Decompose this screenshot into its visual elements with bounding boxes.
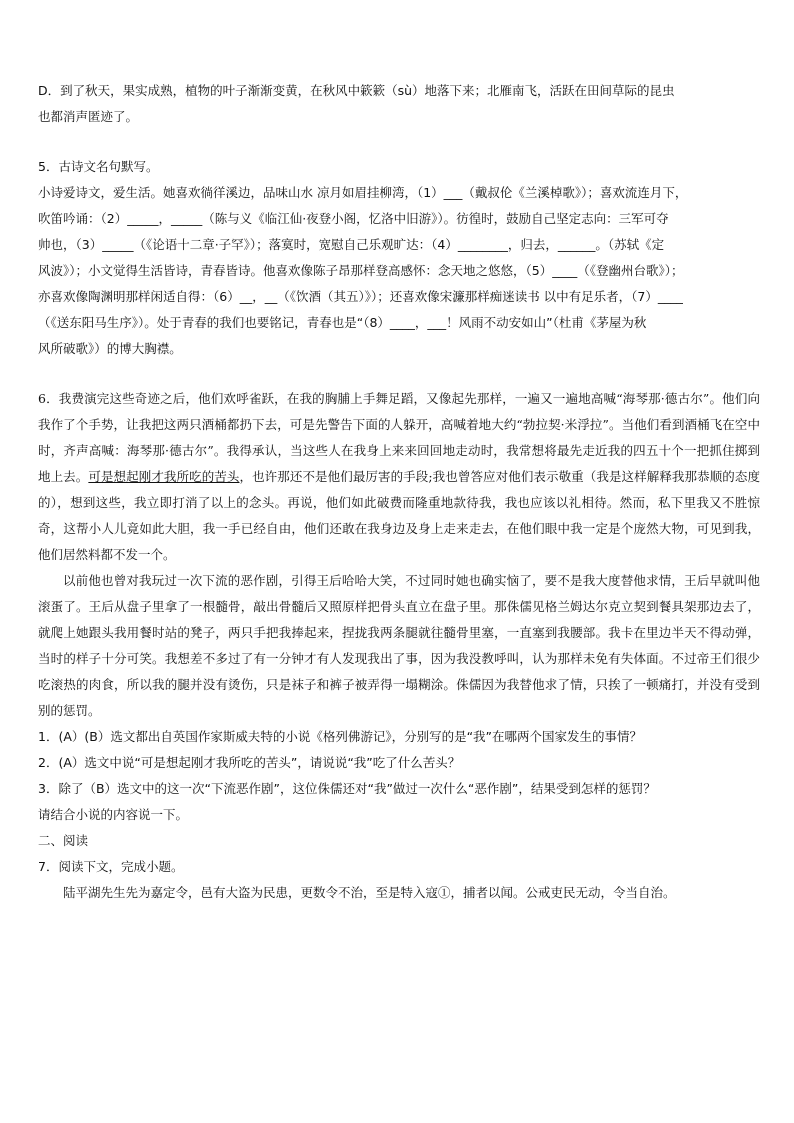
q6-passage-b: 以前他也曾对我玩过一次下流的恶作剧，引得王后哈哈大笑，不过同时她也确实恼了，要不是我大度替他求情，王后早就叫他滚蛋了。王后从盘子里拿了一根髓骨，敲出骨髓后又照原样把骨头直立在盘子里。那侏儒见格兰姆达尔克立契到餐具架那边去了，就爬上她跟头我用餐时站的凳子，两只手把我捧起来，捏拢我两条腿就往髓骨里塞，一直塞到我腰部。我卡在里边半天不得动弹，当时的样子十分可笑。我想差不多过了有一分钟才有人发现我出了事，因为我没教呼叫，认为那样未免有失体面。不过帝王们很少吃滚热的肉食，所以我的腿并没有烫伤，只是袜子和裤子被弄得一塌糊涂。侏儒因为我替他求了情，只挨了一顿痛打，并没有受到别的惩罚。 xyxy=(38,573,760,718)
q5-line: 风所破歌》）的博大胸襟。 xyxy=(38,341,182,356)
q6-underlined-phrase: 可是想起刚才我所吃的苦头 xyxy=(88,469,240,484)
document-page xyxy=(38,78,760,906)
q5-line: 吹笛吟诵：（2）_____，_____（陈与义《临江仙·夜登小阁，忆洛中旧游》）。彷徨时，鼓励自己坚定志向：三军可夺 xyxy=(38,211,669,226)
q6-subquestion-3-cont: 请结合小说的内容说一下。 xyxy=(38,807,189,822)
q6-subquestion-2: 2．(A）选文中说“可是想起刚才我所吃的苦头”，请说说“我”吃了什么苦头？ xyxy=(38,755,461,770)
q5-line: 帅也，（3）_____（《论语十二章·子罕》）；落寞时，宽慰自己乐观旷达：（4）________，归去，______。（苏轼《定 xyxy=(38,237,665,252)
q5-line: 亦喜欢像陶渊明那样闲适自得：（6）__，__（《饮酒（其五）》）；还喜欢像宋濂那样痴迷读书 以中有足乐者，（7）____ xyxy=(38,289,683,304)
q6-passage-a-seg3: ，也许那还不是他们最厉害的手段;我也曾答应对他们表示敬重（我是这样解释我那恭顺的态度的），想到这些，我立即打消了以上的念头。再说，他们如此破费而隆重地款待我，我也应该以礼相待。然而，私下里我又不胜惊奇，这帮小人儿竟如此大胆，我一手已经自由，他们还敢在我身边及身上走来走去，在他们眼中我一定是个庞然大物，可见到我，他们居然料都不发一个。 xyxy=(38,469,760,562)
q6-passage-a-seg1: 6．我费演完这些奇迹之后，他们欢呼雀跃，在我的胸脯上手舞足蹈，又像起先那样，一遍又一遍地高喊“海琴那·德古尔”。他们向我作了个手势，让我把这两只酒桶都扔下去，可是先警告下面的人躲开，高喊着地大约“勃拉契·米浮拉”。当他们看到酒桶飞在空中时，齐声高喊：海琴那·德古尔”。我得承认，当这些人在我身上来来回回地走动时，我常想将最先走近我的四五十个一把抓住掷到地上去。 xyxy=(38,391,760,484)
q6-subquestion-3: 3．除了（B）选文中的这一次“下流恶作剧”，这位侏儒还对“我”做过一次什么“恶作剧”，结果受到怎样的惩罚？ xyxy=(38,781,656,796)
q5-line: 小诗爱诗文，爱生活。她喜欢徜徉溪边，品味山水 凉月如眉挂柳湾，（1）___（戴叔伦《兰溪棹歌》）；喜欢流连月下， xyxy=(38,185,688,200)
q7-passage: 陆平湖先生先为嘉定令，邑有大盗为民患，更数令不治，至是特入寇①，捕者以闻。公戒吏民无动，令当自治。 xyxy=(63,885,676,900)
q6-passage-a xyxy=(38,386,760,568)
section-title: 二、阅读 xyxy=(38,833,89,848)
q7-title: 7．阅读下文，完成小题。 xyxy=(38,859,184,874)
option-d-line1: D．到了秋天，果实成熟，植物的叶子渐渐变黄，在秋风中簌簌（sù）地落下来；北雁南飞，活跃在田间草际的昆虫 xyxy=(38,83,675,98)
q5-line: （《送东阳马生序》）。处于青春的我们也要铭记，青春也是“（8）____，___！风雨不动安如山”（杜甫《茅屋为秋 xyxy=(38,315,647,330)
q5-title: 5．古诗文名句默写。 xyxy=(38,159,159,174)
q6-subquestion-1: 1．(A）(B）选文都出自英国作家斯威夫特的小说《格列佛游记》，分别写的是“我”在哪两个国家发生的事情？ xyxy=(38,729,643,744)
option-d-line2: 也都消声匿迹了。 xyxy=(38,109,139,124)
q5-line: 风波》）；小文觉得生活皆诗，青春皆诗。他喜欢像陈子昂那样登高感怀：念天地之悠悠，（5）____（《登幽州台歌》）； xyxy=(38,263,684,278)
